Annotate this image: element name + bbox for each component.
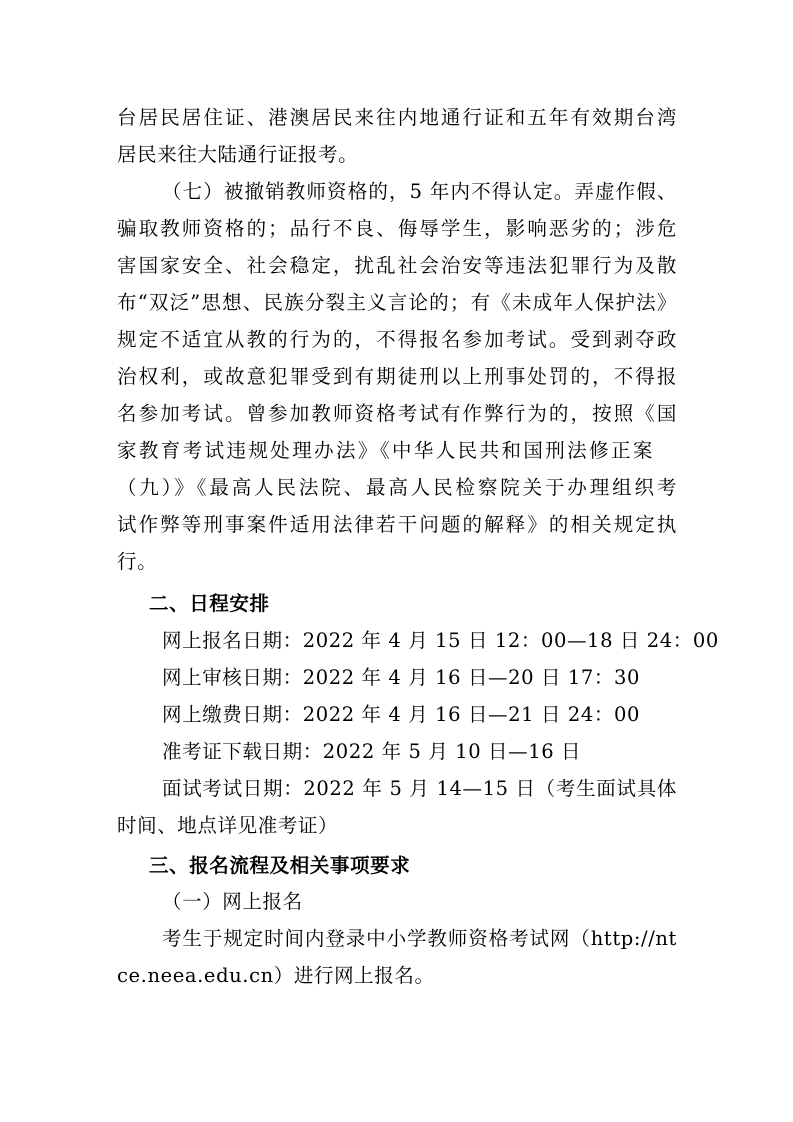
clause-seven-line-5: 规定不适宜从教的行为的，不得报名参加考试。受到剥夺政 [117,328,677,351]
schedule-heading: 二、日程安排 [149,592,270,615]
schedule-admission-ticket: 准考证下载日期：2022 年 5 月 10 日—16 日 [162,740,582,763]
clause-seven-line-7: 名参加考试。曾参加教师资格考试有作弊行为的，按照《国 [117,402,677,425]
residence-paragraph-line-1: 台居民居住证、港澳居民来往内地通行证和五年有效期台湾 [117,106,677,129]
clause-seven-line-2: 骗取教师资格的；品行不良、侮辱学生，影响恶劣的；涉危 [117,217,677,240]
clause-seven-line-3: 害国家安全、社会稳定，扰乱社会治安等违法犯罪行为及散 [117,254,677,277]
schedule-interview-line-1: 面试考试日期：2022 年 5 月 14—15 日（考生面试具体 [162,777,677,800]
schedule-interview-line-2: 时间、地点详见准考证） [117,814,339,837]
registration-instruction-line-1: 考生于规定时间内登录中小学教师资格考试网（http://nt [162,927,677,950]
clause-seven-line-1: （七）被撤销教师资格的，5 年内不得认定。弄虚作假、 [162,180,677,203]
registration-instruction-line-2: ce.neea.edu.cn）进行网上报名。 [117,964,435,987]
schedule-registration: 网上报名日期：2022 年 4 月 15 日 12：00—18 日 24：00 [162,629,719,652]
schedule-payment: 网上缴费日期：2022 年 4 月 16 日—21 日 24：00 [162,703,640,726]
schedule-review: 网上审核日期：2022 年 4 月 16 日—20 日 17：30 [162,666,640,689]
clause-seven-line-8: 家教育考试违规处理办法》《中华人民共和国刑法修正案 [117,439,653,462]
section-three-heading: 三、报名流程及相关事项要求 [149,854,411,877]
clause-seven-line-10: 试作弊等刑事案件适用法律若干问题的解释》的相关规定执 [117,513,677,536]
online-registration-subheading: （一）网上报名 [162,890,303,913]
clause-seven-line-4: 布“双泛”思想、民族分裂主义言论的；有《未成年人保护法》 [117,291,677,314]
clause-seven-line-6: 治权利，或故意犯罪受到有期徒刑以上刑事处罚的，不得报 [117,365,677,388]
residence-paragraph-line-2: 居民来往大陆通行证报考。 [117,143,359,166]
clause-seven-line-11: 行。 [117,550,158,573]
clause-seven-line-9: （九）》《最高人民法院、最高人民检察院关于办理组织考 [117,476,677,499]
